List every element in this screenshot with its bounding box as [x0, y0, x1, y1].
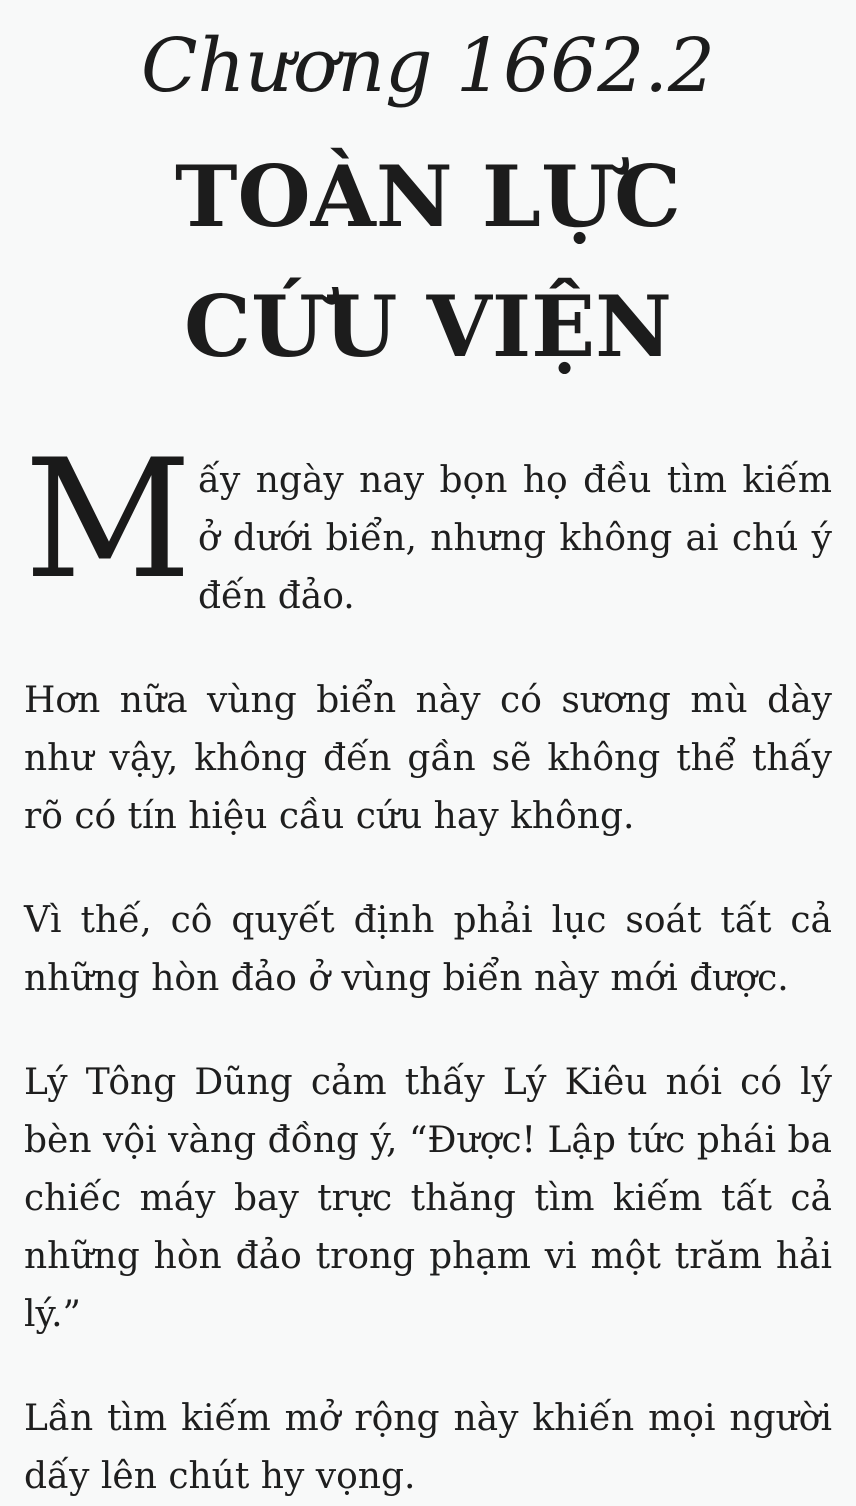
drop-cap: M — [24, 424, 192, 615]
first-paragraph-text: ấy ngày nay bọn họ đều tìm kiếm ở dưới biển, nhưng không ai chú ý đến đảo. — [197, 460, 832, 617]
paragraph: Vì thế, cô quyết định phải lục soát tất cả những hòn đảo ở vùng biển này mới được. — [24, 900, 832, 999]
paragraph: Lần tìm kiếm mở rộng này khiến mọi người dấy lên chút hy vọng. — [24, 1398, 832, 1497]
chapter-title: TOÀN LỰC CỨU VIỆN — [174, 147, 682, 376]
chapter-body — [24, 424, 832, 1506]
paragraph: Hơn nữa vùng biển này có sương mù dày như vậy, không đến gần sẽ không thể thấy rõ có tín hiệu cầu cứu hay không. — [24, 680, 832, 837]
chapter-number: Chương 1662.2 — [141, 23, 715, 109]
first-paragraph — [24, 424, 832, 626]
paragraph: Lý Tông Dũng cảm thấy Lý Kiêu nói có lý bèn vội vàng đồng ý, “Được! Lập tức phái ba chiếc máy bay trực thăng tìm kiếm tất cả những hòn đảo trong phạm vi một trăm hải lý.” — [24, 1062, 832, 1335]
